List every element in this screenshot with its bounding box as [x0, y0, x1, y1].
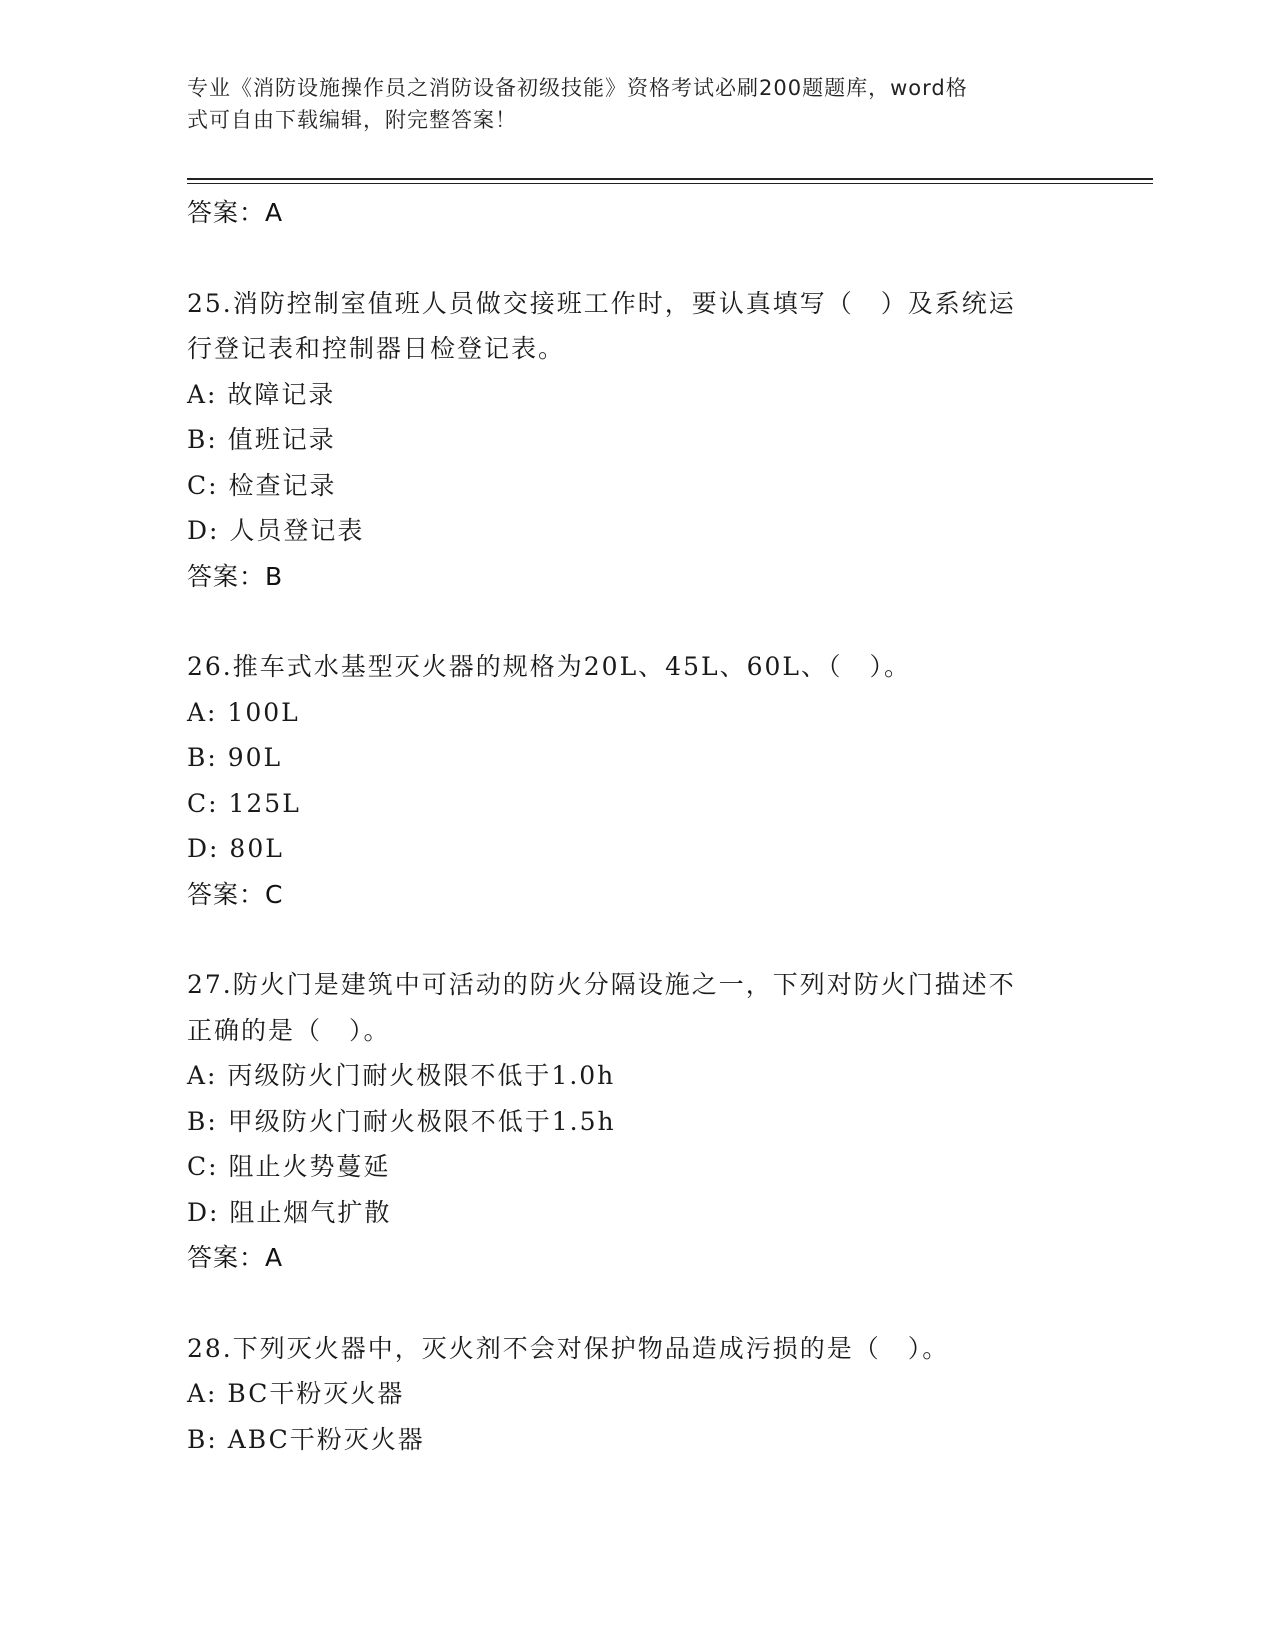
question-block — [187, 1326, 1087, 1463]
header-line-1: 专业《消防设施操作员之消防设备初级技能》资格考试必刷200题题库，word格 — [187, 76, 968, 100]
question-text-line: 26.推车式水基型灭火器的规格为20L、45L、60L、（ ）。 — [187, 652, 911, 681]
answer-label: 答案：C — [187, 879, 284, 909]
question-block — [187, 962, 1087, 1281]
option-d: D: 阻止烟气扩散 — [187, 1197, 392, 1227]
option-b: B: 甲级防火门耐火极限不低于1.5h — [187, 1106, 616, 1136]
option-c: C: 检查记录 — [187, 470, 337, 500]
question-text-line: 正确的是（ ）。 — [187, 1015, 391, 1045]
option-a: A: 故障记录 — [187, 379, 336, 409]
option-a: A: 丙级防火门耐火极限不低于1.0h — [187, 1061, 616, 1090]
option-c: C: 125L — [187, 788, 301, 818]
question-text-line: 行登记表和控制器日检登记表。 — [187, 334, 566, 363]
option-a: A: BC干粉灭火器 — [187, 1379, 405, 1408]
answer-label: 答案：B — [187, 561, 284, 591]
question-text-line: 25.消防控制室值班人员做交接班工作时，要认真填写（ ）及系统运 — [187, 288, 1016, 318]
spacer — [187, 917, 1087, 962]
header-divider-thick — [187, 178, 1153, 180]
question-block — [187, 281, 1087, 600]
header-line-2: 式可自由下载编辑，附完整答案！ — [187, 108, 517, 132]
spacer — [187, 1281, 1087, 1326]
answer-label: 答案：A — [187, 1243, 284, 1272]
question-text-line: 27.防火门是建筑中可活动的防火分隔设施之一，下列对防火门描述不 — [187, 970, 1016, 999]
option-a: A: 100L — [187, 697, 300, 727]
spacer — [187, 599, 1087, 644]
option-c: C: 阻止火势蔓延 — [187, 1152, 391, 1181]
option-b: B: ABC干粉灭火器 — [187, 1424, 425, 1454]
question-text-line: 28.下列灭火器中，灭火剂不会对保护物品造成污损的是（ ）。 — [187, 1333, 950, 1363]
option-d: D: 人员登记表 — [187, 516, 365, 545]
option-d: D: 80L — [187, 834, 284, 863]
option-b: B: 值班记录 — [187, 425, 336, 454]
option-b: B: 90L — [187, 743, 283, 772]
spacer — [187, 236, 1087, 281]
header-divider-thin — [187, 183, 1153, 184]
question-block — [187, 644, 1087, 917]
question-list — [187, 190, 1087, 1462]
document-header — [187, 72, 1067, 136]
answer-label: 答案：A — [187, 198, 284, 227]
